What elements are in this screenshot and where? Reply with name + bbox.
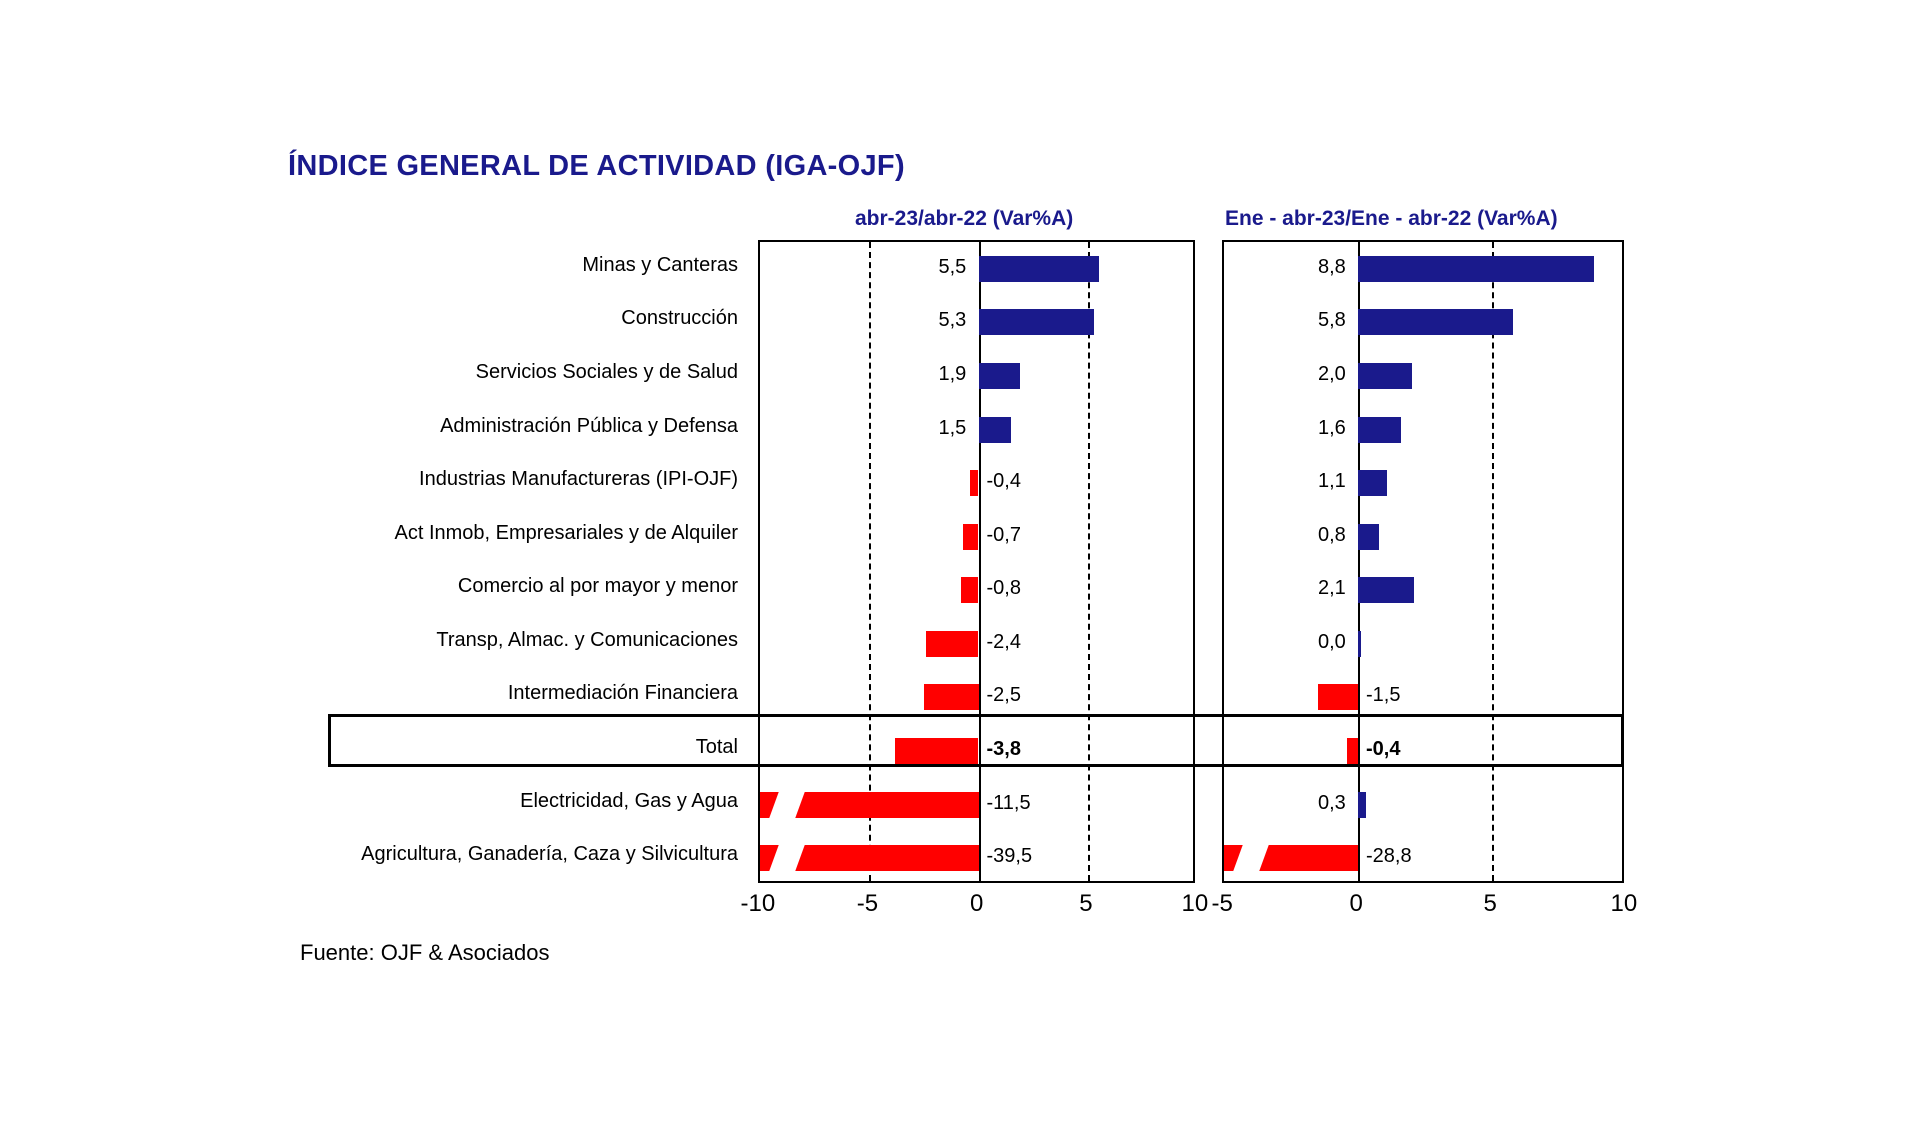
bar: [970, 470, 979, 496]
source-note: Fuente: OJF & Asociados: [300, 940, 550, 965]
category-label: Comercio al por mayor y menor: [457, 575, 738, 598]
bar-value-label: 2,1: [1318, 577, 1346, 600]
bar-value-label: -11,5: [986, 791, 1031, 814]
right-chart-plot: [1222, 240, 1624, 883]
bar-value-label: 0,3: [1318, 791, 1346, 814]
axis-tick-label: 10: [1610, 890, 1638, 917]
bar-value-label: -28,8: [1366, 845, 1412, 868]
axis-tick-label: 5: [1483, 890, 1497, 917]
category-label: Intermediación Financiera: [507, 682, 738, 705]
bar-value-label: 5,3: [938, 309, 967, 332]
bar-value-label: 8,8: [1318, 255, 1346, 278]
category-label: Industrias Manufactureras (IPI-OJF): [419, 468, 738, 491]
category-label: Transp, Almac. y Comunicaciones: [436, 628, 738, 651]
bar: [1358, 631, 1361, 657]
bar: [1358, 524, 1379, 550]
bar-value-label: 5,5: [938, 255, 967, 278]
category-label: Servicios Sociales y de Salud: [475, 360, 738, 383]
bar: [1358, 577, 1414, 603]
gridline: [1492, 242, 1494, 881]
zero-axis-line: [979, 242, 981, 881]
left-chart-plot: [758, 240, 1195, 883]
left-panel-header: abr-23/abr-22 (Var%A): [855, 207, 1074, 230]
category-label: Act Inmob, Empresariales y de Alquiler: [394, 521, 738, 544]
bar-value-label: 1,6: [1318, 416, 1346, 439]
gridline: [1088, 242, 1090, 881]
bar: [979, 417, 1012, 443]
bar: [979, 256, 1099, 282]
bar-value-label: -39,5: [986, 845, 1033, 868]
bar-value-label: -0,8: [986, 577, 1021, 600]
gridline: [869, 242, 871, 881]
category-label-list: [250, 240, 746, 883]
right-panel-header: Ene - abr-23/Ene - abr-22 (Var%A): [1225, 207, 1558, 230]
bar: [1358, 256, 1594, 282]
bar: [1358, 792, 1366, 818]
bar-value-label: 1,9: [938, 362, 967, 385]
bar: [1358, 309, 1513, 335]
category-label: Total: [695, 736, 738, 759]
zero-axis-line: [1358, 242, 1360, 881]
bar-value-label: -2,4: [986, 630, 1021, 653]
bar-value-label: -0,4: [986, 470, 1021, 493]
bar-value-label: 0,8: [1318, 523, 1346, 546]
bar-value-label: 2,0: [1318, 362, 1346, 385]
axis-tick-label: -10: [740, 890, 776, 917]
bar-value-label: 1,5: [938, 416, 967, 439]
bar-value-label: -0,4: [1366, 738, 1401, 761]
axis-tick-label: -5: [856, 890, 879, 917]
bar: [1318, 684, 1358, 710]
bar: [979, 309, 1095, 335]
bar: [1358, 363, 1412, 389]
bar: [1358, 470, 1387, 496]
bar: [979, 363, 1021, 389]
axis-tick-label: 5: [1079, 890, 1093, 917]
bar-value-label: -2,5: [986, 684, 1021, 707]
bar: [1358, 417, 1401, 443]
bar-value-label: -0,7: [986, 523, 1021, 546]
bar: [963, 524, 978, 550]
bar-value-label: 5,8: [1318, 309, 1346, 332]
bar: [961, 577, 978, 603]
bar: [924, 684, 979, 710]
category-label: Construcción: [621, 307, 738, 330]
axis-tick-label: 0: [1349, 890, 1363, 917]
category-label: Minas y Canteras: [582, 253, 738, 276]
page-title: ÍNDICE GENERAL DE ACTIVIDAD (IGA-OJF): [288, 150, 905, 182]
category-label: Electricidad, Gas y Agua: [520, 789, 738, 812]
category-label: Agricultura, Ganadería, Caza y Silvicultura: [361, 843, 738, 866]
bar-value-label: 1,1: [1318, 470, 1346, 493]
bar-value-label: 0,0: [1318, 630, 1346, 653]
bar-value-label: -3,8: [986, 738, 1021, 761]
axis-tick-label: -5: [1211, 890, 1233, 917]
category-label: Administración Pública y Defensa: [440, 414, 738, 437]
bar: [926, 631, 978, 657]
total-highlight-box: [328, 714, 1624, 767]
axis-tick-label: 10: [1181, 890, 1209, 917]
bar-value-label: -1,5: [1366, 684, 1401, 707]
axis-tick-label: 0: [970, 890, 984, 917]
